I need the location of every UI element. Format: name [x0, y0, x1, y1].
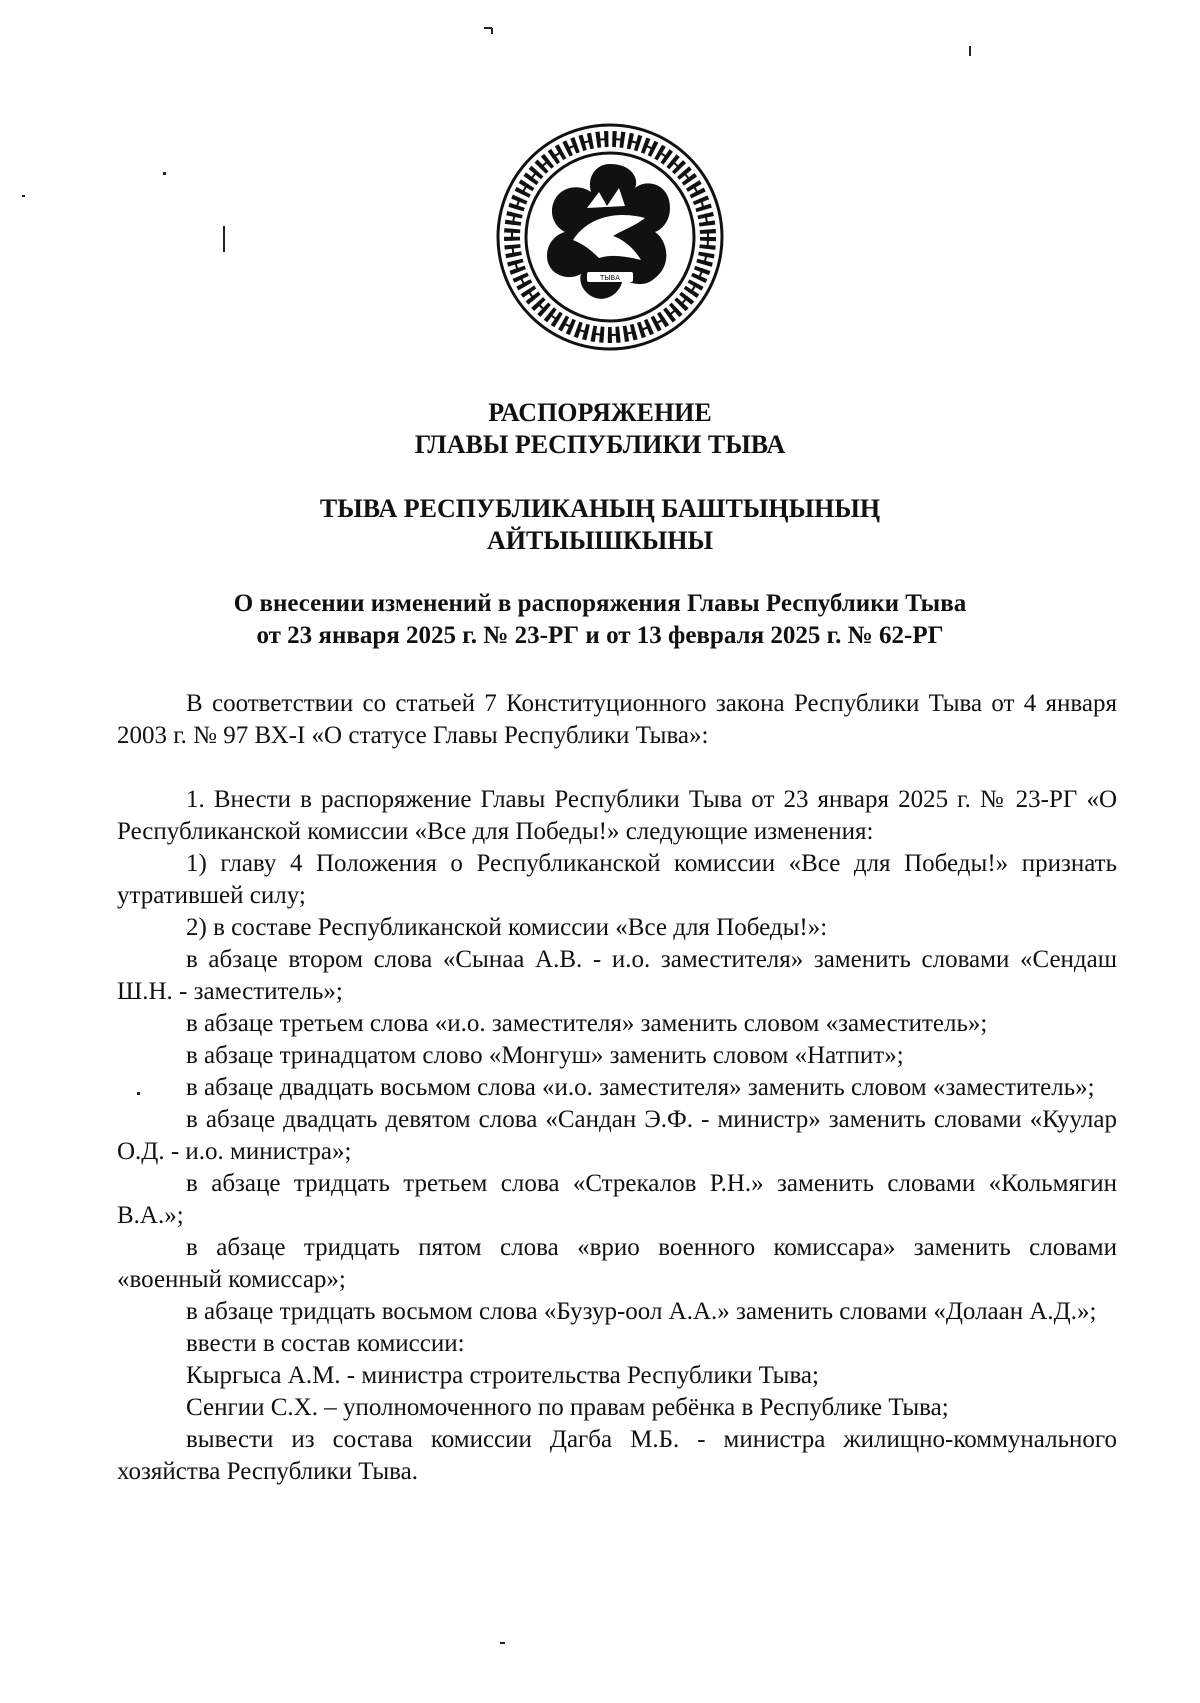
emblem-text: ТЫВА — [599, 274, 621, 282]
title-tyv-line2: АЙТЫЫШКЫНЫ — [486, 526, 714, 555]
tuva-coat-of-arms-icon — [495, 122, 725, 352]
amendment-paragraph: в абзаце тринадцатом слово «Монгуш» заменить словом «Натпит»; — [186, 1042, 904, 1069]
title-ru-line1: РАСПОРЯЖЕНИЕ — [488, 398, 712, 427]
document-body — [117, 688, 1117, 1488]
amendment-paragraph: вывести из состава комиссии Дагба М.Б. - министра жилищно-коммунального хозяйства Республики Тыва. — [117, 1426, 1117, 1485]
amendment-paragraph: ввести в состав комиссии: — [186, 1330, 465, 1357]
item-1-1-paragraph: 1) главу 4 Положения о Республиканской комиссии «Все для Победы!» признать утратившей силу; — [117, 850, 1117, 909]
subject-line2: от 23 января 2025 г. № 23-РГ и от 13 февраля 2025 г. № 62-РГ — [256, 622, 944, 649]
title-tyv — [0, 493, 1200, 557]
amendment-paragraph: в абзаце тридцать третьем слова «Стрекалов Р.Н.» заменить словами «Кольмягин В.А.»; — [117, 1170, 1117, 1229]
amendment-paragraph: в абзаце третьем слова «и.о. заместителя» заменить словом «заместитель»; — [186, 1010, 988, 1037]
item-1-paragraph: 1. Внести в распоряжение Главы Республики Тыва от 23 января 2025 г. № 23-РГ «О Республиканской комиссии «Все для Победы!» следующие изменения: — [117, 786, 1117, 845]
amendment-paragraph: в абзаце двадцать восьмом слова «и.о. заместителя» заменить словом «заместитель»; — [186, 1074, 1095, 1101]
amendment-paragraph: в абзаце втором слова «Сынаа А.В. - и.о. заместителя» заменить словами «Сендаш Ш.Н. - заместитель»; — [117, 946, 1117, 1005]
document-subject — [0, 588, 1200, 652]
amendment-paragraph: в абзаце тридцать восьмом слова «Бузур-оол А.А.» заменить словами «Долаан А.Д.»; — [186, 1298, 1097, 1325]
amendment-paragraph: в абзаце двадцать девятом слова «Сандан Э.Ф. - министр» заменить словами «Куулар О.Д. - и.о. министра»; — [117, 1106, 1117, 1165]
amendment-paragraph: в абзаце тридцать пятом слова «врио военного комиссара» заменить словами «военный комиссар»; — [117, 1234, 1117, 1293]
title-ru — [0, 397, 1200, 461]
amendment-paragraph: Кыргыса А.М. - министра строительства Республики Тыва; — [186, 1362, 819, 1389]
title-tyv-line1: ТЫВА РЕСПУБЛИКАНЫҢ БАШТЫҢЫНЫҢ — [319, 494, 881, 523]
amendment-paragraph: Сенгии С.Х. – уполномоченного по правам ребёнка в Республике Тыва; — [186, 1394, 949, 1421]
item-1-2-paragraph: 2) в составе Республиканской комиссии «Все для Победы!»: — [186, 914, 828, 941]
subject-line1: О внесении изменений в распоряжения Главы Республики Тыва — [233, 590, 967, 617]
title-ru-line2: ГЛАВЫ РЕСПУБЛИКИ ТЫВА — [414, 430, 786, 459]
preamble-paragraph: В соответствии со статьей 7 Конституционного закона Республики Тыва от 4 января 2003 г. № 97 ВХ-I «О статусе Главы Республики Тыва»: — [117, 690, 1117, 749]
